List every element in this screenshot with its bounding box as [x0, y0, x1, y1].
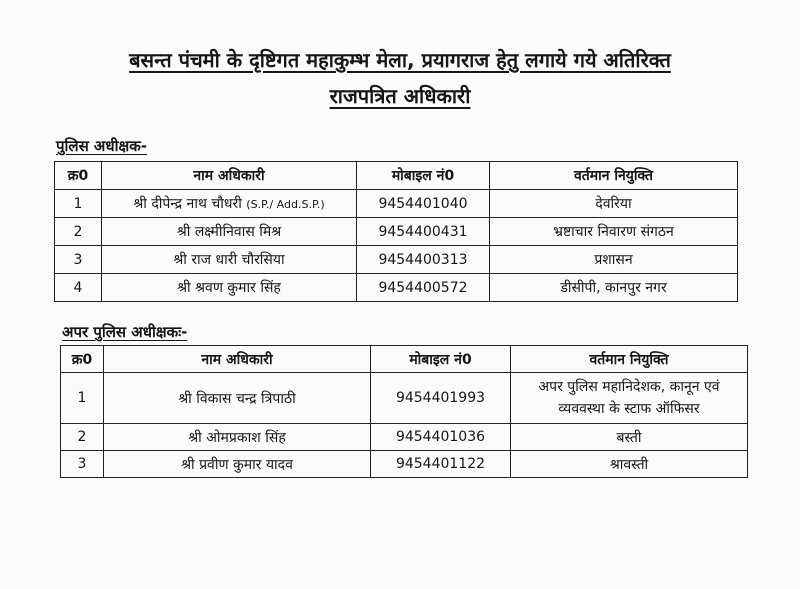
table-row: [55, 246, 738, 274]
cell-posting: बस्ती: [511, 424, 748, 451]
sp-table: [54, 161, 738, 302]
table-row: [55, 190, 738, 218]
cell-mobile: 9454400313: [357, 246, 490, 274]
header-name: नाम अधिकारी: [102, 162, 357, 190]
table-row: [61, 451, 748, 478]
table-row: [61, 373, 748, 424]
title-line-1: बसन्त पंचमी के दृष्टिगत महाकुम्भ मेला, प्रयागराज हेतु लगाये गये अतिरिक्त: [129, 48, 671, 72]
cell-name: श्री श्रवण कुमार सिंह: [102, 274, 357, 302]
header-sno: क्र0: [55, 162, 102, 190]
section-heading-asp: अपर पुलिस अधीक्षकः-: [62, 323, 188, 341]
cell-name: श्री लक्ष्मीनिवास मिश्र: [102, 218, 357, 246]
cell-name: श्री राज धारी चौरसिया: [102, 246, 357, 274]
officer-rank-note: (S.P./ Add.S.P.): [246, 198, 325, 211]
header-name: नाम अधिकारी: [104, 346, 371, 373]
cell-sno: 1: [61, 373, 104, 424]
cell-posting: अपर पुलिस महानिदेशक, कानून एवं व्यववस्था के स्टाफ ऑफिसर: [511, 373, 748, 424]
cell-posting: प्रशासन: [490, 246, 738, 274]
cell-mobile: 9454401040: [357, 190, 490, 218]
table-row: [61, 424, 748, 451]
cell-sno: 2: [55, 218, 102, 246]
table-row: [55, 274, 738, 302]
cell-name: श्री ओमप्रकाश सिंह: [104, 424, 371, 451]
cell-mobile: 9454401036: [371, 424, 511, 451]
header-mobile: मोबाइल नं0: [357, 162, 490, 190]
header-mobile: मोबाइल नं0: [371, 346, 511, 373]
asp-table: [60, 345, 748, 478]
cell-name: श्री विकास चन्द्र त्रिपाठी: [104, 373, 371, 424]
officer-name: श्री दीपेन्द्र नाथ चौधरी: [133, 196, 242, 212]
cell-posting: भ्रष्टाचार निवारण संगठन: [490, 218, 738, 246]
header-sno: क्र0: [61, 346, 104, 373]
cell-sno: 1: [55, 190, 102, 218]
cell-sno: 2: [61, 424, 104, 451]
cell-posting: श्रावस्ती: [511, 451, 748, 478]
cell-mobile: 9454401122: [371, 451, 511, 478]
table-header-row: [55, 162, 738, 190]
title-line-2: राजपत्रित अधिकारी: [329, 84, 471, 108]
cell-name: श्री प्रवीण कुमार यादव: [104, 451, 371, 478]
cell-mobile: 9454400431: [357, 218, 490, 246]
section-heading-sp: पुलिस अधीक्षक-: [56, 137, 148, 155]
header-posting: वर्तमान नियुक्ति: [490, 162, 738, 190]
table-header-row: [61, 346, 748, 373]
cell-mobile: 9454401993: [371, 373, 511, 424]
cell-name: [102, 190, 357, 218]
cell-sno: 4: [55, 274, 102, 302]
table-row: [55, 218, 738, 246]
header-posting: वर्तमान नियुक्ति: [511, 346, 748, 373]
cell-sno: 3: [61, 451, 104, 478]
cell-sno: 3: [55, 246, 102, 274]
cell-posting: डीसीपी, कानपुर नगर: [490, 274, 738, 302]
cell-mobile: 9454400572: [357, 274, 490, 302]
cell-posting: देवरिया: [490, 190, 738, 218]
